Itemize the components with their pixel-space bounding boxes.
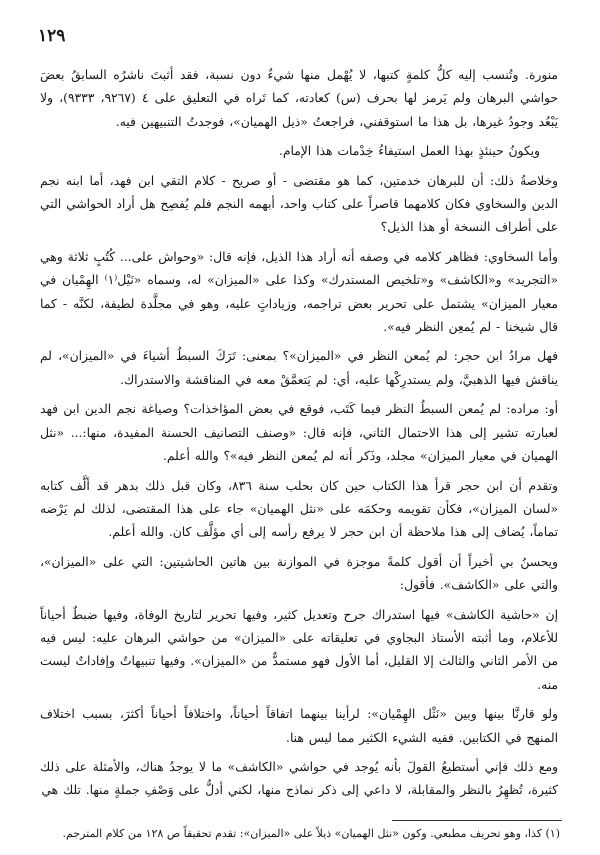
paragraph-11: ومع ذلك فإني أستطيعُ القولَ بأنه يُوجد في حواشي «الكاشف» ما لا يوجدُ هناك، والأمثلة على ذلك كثيرة، تُظهِرُ بالنظر والمقابلة، لا داعي إلى ذكر نماذج منها، لكني أدلُّ على وَصْفِ جملةٍ منها. تلك هي xyxy=(40,759,558,798)
paragraph-8: ويحسنُ بي أخيراً أن أقول كلمةً موجزة في الموازنة بين هاتين الحاشيتين: التي على «الميزان»، والتي على «الكاشف». فأقول: xyxy=(40,554,558,593)
page-number: ١٢٩ xyxy=(38,26,66,46)
paragraph-3: وخلاصةُ ذلك: أن للبرهان خدمتين، كما هو مقتضى - أو صريح - كلام التقي ابن فهد، أما ابنه نجم الدين والسخاوي فكان كلامهما قاصراً على كتاب واحد، أبهمه النجم فلم يُفصِح هل أراد الحواشي التي على أطراف النسخة أو هذا الذيل؟ xyxy=(40,173,558,235)
paragraph-10: ولو قارنَّا بينها وبين «نَثْل الهِمْيان»: لرأينا بينهما اتفاقاً أحياناً، واختلافاً أحياناً أكثرَ، بسبب اختلاف المنهج في الكتابين. ففيه الشيء الكثير مما ليس هنا. xyxy=(40,707,558,745)
paragraph-2: ويكونُ حينئذٍ بهذا العمل استيفاءُ خِدْمات هذا الإمام. xyxy=(278,144,540,159)
footnote: (١) كذا، وهو تحريف مطبعي. وكون «نثل الهميان» ذيلاً على «الميزان»: تقدم تحقيقاً ص ١٢٨ من كلام المترجم. xyxy=(62,827,560,840)
paragraph-1: منورة. وتُنسب إليه كلُّ كلمةٍ كتبها، لا يُهْمل منها شيءٌ دون نسبة، فقد أثبتَ ناشرُه السابقُ بعضَ حواشي البرهان ولم يَرمز لها بحرف (س) كعادته، كما تَراه في التعليق على ٤ (٩٢٦٧، ٩٣٣٣)، ولا يَبْعُد وجودُ غيرها، بل هذا ما استوقفني، فراجعتُ «ذيل الهميان»، فوجدتُ التنبيهين فيه. xyxy=(40,68,558,129)
body-text xyxy=(40,64,558,809)
paragraph-7: وتقدم أن ابن حجر قرأ هذا الكتاب حين كان بحلب سنة ٨٣٦، وكان قبل ذلك بدهر قد ألَّف كتابه «لسان الميزان»، فكأن تقويمه وحكمَه على «نثل الهميان» جاء على هذا المقتضى، لذلك لم يَرْضه تماماً، يُضاف إلى هذا ملاحظة أن ابن حجر لا يرفع رأسه إلى أي مؤلَّف كان. والله أعلم. xyxy=(40,478,558,540)
paragraph-5: فهل مرادُ ابن حجر: لم يُمعن النظر في «الميزان»؟ بمعنى: تَرَكَ السبطُ أشياءَ في «الميزان»، لم يناقش فيها الذهبيَّ، ولم يستدرِكْها عليه، أي: لم يَتعمَّقْ معه في المناقشة والاستدراك. xyxy=(40,349,558,387)
paragraph-4: وأما السخاوي: فظاهر كلامه في وصفه أنه أراد هذا الذيل، فإنه قال: «وحواش على... كُتُبٍ ثلاثة وهي «التجريد» و«الكاشف» و«تلخيص المستدرك» وكذا على «الميزان» له، وسماه «نَيْل⁽١⁾ الهِمْيان في معيار الميزان» يشتمل على تحرير بعض تراجمه، وزياداتٍ عليه، وهو في مجلَّدة لطيفة، لكنَّه - كما قال شيخنا - لم يُمعِن النظر فيه». xyxy=(40,249,558,335)
footnote-divider xyxy=(392,820,562,821)
paragraph-9: إن «حاشية الكاشف» فيها استدراك جرح وتعديل كثير، وفيها تحرير لتاريخ الوفاة، وفيها ضبطٌ أحياناً للأعلام، وما أثبته الأستاذ البجاوي في تعليقاته على «الميزان» من حواشي البرهان عليه: ليس فيه من الأمر الثاني والثالث إلا القليل، أما الأول فهو مستمدٌّ من «الميزان». وفيها تنبيهاتٌ وإفاداتٌ ليست منه. xyxy=(40,607,558,692)
paragraph-6: أو: مراده: لم يُمعن السبطُ النظر فيما كَتَب، فوقع في بعض المؤاخذات؟ وصياغة نجم الدين ابن فهد لعبارته تشير إلى هذا الاحتمال الثاني، فإنه قال: «وصنف التصانيف الحسنة المفيدة، منها:... «نثل الهميان في معيار الميزان» مجلد، وذَكر أنه لم يُمعن النظر فيه»؟ والله أعلم. xyxy=(40,402,558,464)
